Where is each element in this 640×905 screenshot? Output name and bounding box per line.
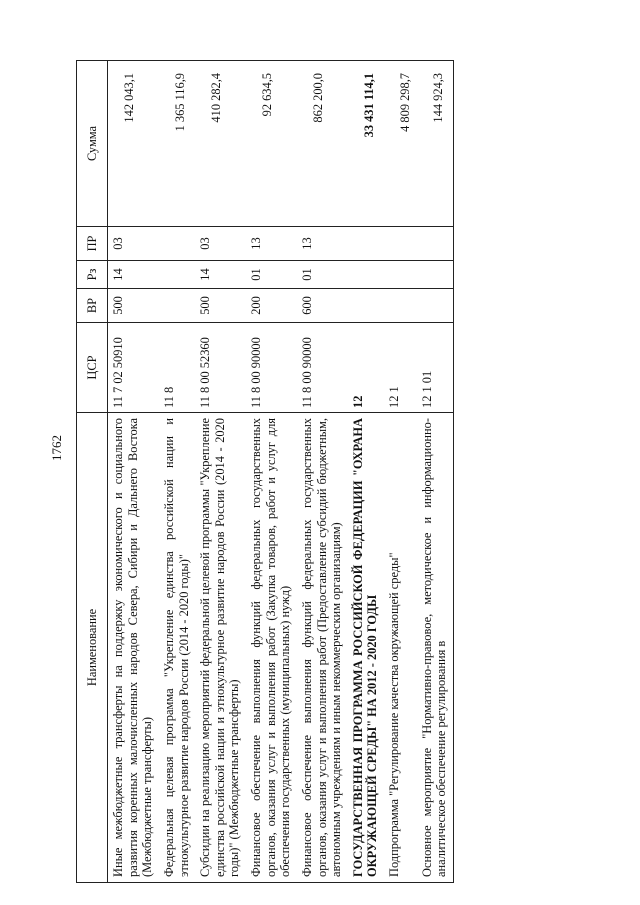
row-sum: 410 282,4 <box>195 61 246 227</box>
table-row <box>159 61 195 883</box>
row-vr <box>159 289 195 323</box>
table-row <box>246 61 297 883</box>
row-name: Финансовое обеспечение выполнения функций федеральных государственных органов, оказания услуг и выполнения работ (Закупка товаров, работ и услуг для обеспечения государственных (муниципальных) нужд) <box>246 413 297 883</box>
row-rz <box>417 261 454 289</box>
row-sum: 1 365 116,9 <box>159 61 195 227</box>
row-vr: 600 <box>297 289 348 323</box>
header-sum: Сумма <box>77 61 108 227</box>
row-pr <box>417 227 454 261</box>
row-name: ГОСУДАРСТВЕННАЯ ПРОГРАММА РОССИЙСКОЙ ФЕДЕРАЦИИ "ОХРАНА ОКРУЖАЮЩЕЙ СРЕДЫ" НА 2012 - 2020 ГОДЫ <box>348 413 384 883</box>
row-pr: 03 <box>108 227 159 261</box>
budget-table <box>76 60 454 883</box>
row-rz: 01 <box>246 261 297 289</box>
row-vr <box>384 289 417 323</box>
header-csr: ЦСР <box>77 323 108 413</box>
row-vr: 500 <box>195 289 246 323</box>
row-sum: 142 043,1 <box>108 61 159 227</box>
row-csr: 12 <box>348 323 384 413</box>
table-row <box>417 61 454 883</box>
row-rz: 14 <box>108 261 159 289</box>
row-name: Подпрограмма "Регулирование качества окружающей среды" <box>384 413 417 883</box>
row-rz <box>159 261 195 289</box>
row-pr <box>384 227 417 261</box>
row-csr: 11 7 02 50910 <box>108 323 159 413</box>
row-pr: 03 <box>195 227 246 261</box>
header-pr: ПР <box>77 227 108 261</box>
row-name: Основное мероприятие "Нормативно-правовое, методическое и информационно-аналитическое обеспечение регулирования в <box>417 413 454 883</box>
row-rz: 01 <box>297 261 348 289</box>
row-csr: 12 1 01 <box>417 323 454 413</box>
row-sum: 92 634,5 <box>246 61 297 227</box>
header-name: Наименование <box>77 413 108 883</box>
row-pr: 13 <box>297 227 348 261</box>
row-csr: 11 8 <box>159 323 195 413</box>
row-name: Субсидии на реализацию мероприятий федеральной целевой программы "Укрепление единства российской нации и этнокультурное развитие народов России (2014 - 2020 годы)" (Межбюджетные трансферты) <box>195 413 246 883</box>
row-name: Иные межбюджетные трансферты на поддержку экономического и социального развития коренных малочисленных народов Севера, Сибири и Дальнего Востока (Межбюджетные трансферты) <box>108 413 159 883</box>
row-pr: 13 <box>246 227 297 261</box>
table-row <box>384 61 417 883</box>
row-vr: 200 <box>246 289 297 323</box>
row-vr <box>417 289 454 323</box>
row-csr: 11 8 00 90000 <box>246 323 297 413</box>
row-pr <box>348 227 384 261</box>
row-sum: 862 200,0 <box>297 61 348 227</box>
row-vr <box>348 289 384 323</box>
row-rz: 14 <box>195 261 246 289</box>
row-rz <box>348 261 384 289</box>
table-row <box>297 61 348 883</box>
page-number: 1762 <box>49 435 64 461</box>
row-sum: 144 924,3 <box>417 61 454 227</box>
header-vr: ВР <box>77 289 108 323</box>
table-row <box>195 61 246 883</box>
row-csr: 12 1 <box>384 323 417 413</box>
row-pr <box>159 227 195 261</box>
table-header-row <box>77 61 108 883</box>
table-body <box>108 61 454 883</box>
row-csr: 11 8 00 52360 <box>195 323 246 413</box>
row-vr: 500 <box>108 289 159 323</box>
row-name: Финансовое обеспечение выполнения функций федеральных государственных органов, оказания услуг и выполнения работ (Предоставление субсидий бюджетным, автономным учреждениям и иным некоммерческим организациям) <box>297 413 348 883</box>
table-row <box>348 61 384 883</box>
row-csr: 11 8 00 90000 <box>297 323 348 413</box>
header-rz: Рз <box>77 261 108 289</box>
row-sum: 33 431 114,1 <box>348 61 384 227</box>
row-sum: 4 809 298,7 <box>384 61 417 227</box>
row-rz <box>384 261 417 289</box>
table-row <box>108 61 159 883</box>
row-name: Федеральная целевая программа "Укрепление единства российской нации и этнокультурное развитие народов России (2014 - 2020 годы)" <box>159 413 195 883</box>
rotated-page-content <box>76 61 608 883</box>
